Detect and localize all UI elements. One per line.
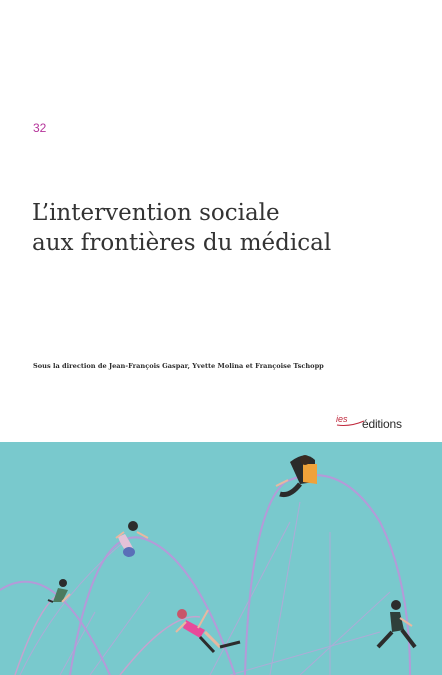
publisher-prefix: ies bbox=[336, 414, 348, 424]
acrobat-figure-4 bbox=[276, 455, 317, 495]
cover-illustration bbox=[0, 442, 442, 675]
series-number: 32 bbox=[33, 121, 47, 135]
title-line-2: aux frontières du médical bbox=[32, 230, 332, 256]
title-line-1: L’intervention sociale bbox=[32, 200, 280, 226]
acrobats-illustration bbox=[0, 442, 442, 675]
acrobat-figure-3 bbox=[176, 609, 240, 652]
editors-credit: Sous la direction de Jean-François Gaspar, Yvette Molina et Françoise Tschopp bbox=[33, 362, 324, 370]
acrobat-figure-5 bbox=[378, 600, 415, 647]
publisher-name: éditions bbox=[362, 417, 402, 431]
book-title bbox=[32, 198, 412, 258]
publisher-logo bbox=[336, 414, 416, 432]
